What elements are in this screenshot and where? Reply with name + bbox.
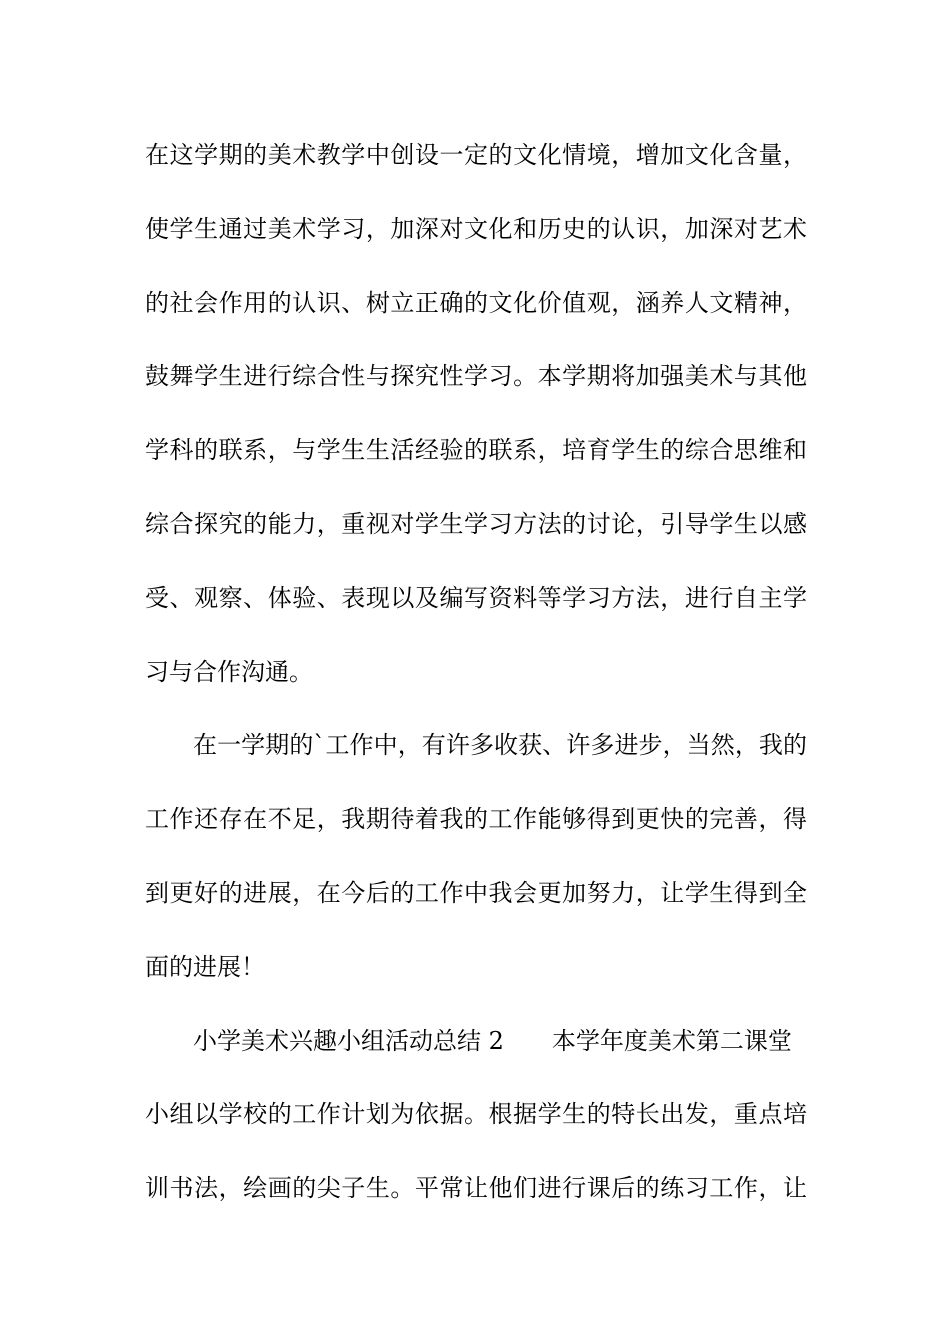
text-line: 到更好的进展，在今后的工作中我会更加努力，让学生得到全: [145, 878, 807, 907]
text-line: 鼓舞学生进行综合性与探究性学习。本学期将加强美术与其他: [145, 362, 807, 391]
text-line: 的社会作用的认识、树立正确的文化价值观，涵养人文精神，: [145, 288, 807, 317]
text-line: 工作还存在不足，我期待着我的工作能够得到更快的完善，得: [145, 805, 807, 834]
text-line: 受、观察、体验、表现以及编写资料等学习方法，进行自主学: [145, 583, 807, 612]
text-line: 综合探究的能力，重视对学生学习方法的讨论，引导学生以感: [145, 509, 807, 538]
text-line: 在一学期的`工作中，有许多收获、许多进步，当然，我的: [193, 731, 807, 760]
section-title: 小学美术兴趣小组活动总结 2: [193, 1026, 504, 1055]
section-lead: 本学年度美术第二课堂: [551, 1026, 792, 1055]
text-line: 习与合作沟通。: [145, 657, 313, 686]
text-line: 小组以学校的工作计划为依据。根据学生的特长出发，重点培: [145, 1100, 807, 1129]
text-line: 训书法，绘画的尖子生。平常让他们进行课后的练习工作，让: [145, 1174, 807, 1203]
text-line: 在这学期的美术教学中创设一定的文化情境，增加文化含量，: [145, 141, 807, 169]
text-line: [145, 1017, 807, 1091]
text-line: 学科的联系，与学生生活经验的联系，培育学生的综合思维和: [145, 436, 807, 465]
text-line: 面的进展！: [145, 952, 265, 981]
text-line: 使学生通过美术学习，加深对文化和历史的认识，加深对艺术: [145, 214, 807, 243]
body-text: [145, 131, 807, 1238]
